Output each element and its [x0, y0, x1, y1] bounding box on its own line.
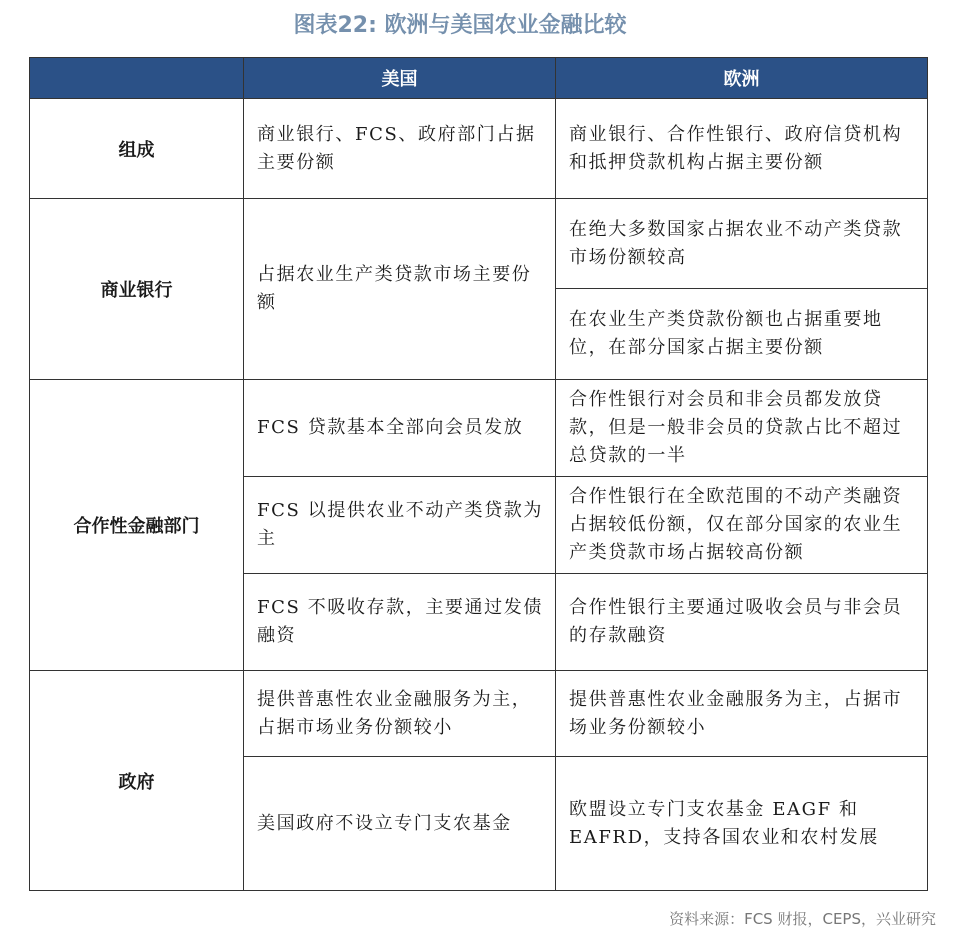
- us-cell: FCS 不吸收存款，主要通过发债融资: [244, 574, 556, 671]
- header-eu: 欧洲: [556, 58, 928, 99]
- table-row: [30, 99, 928, 199]
- header-row: [30, 58, 928, 99]
- eu-cell: 在绝大多数国家占据农业不动产类贷款市场份额较高: [556, 199, 928, 289]
- source-note: 资料来源：FCS 财报，CEPS，兴业研究: [669, 910, 936, 928]
- category-cell: 组成: [30, 99, 244, 199]
- eu-cell: 欧盟设立专门支农基金 EAGF 和 EAFRD，支持各国农业和农村发展: [556, 757, 928, 891]
- us-cell: FCS 贷款基本全部向会员发放: [244, 380, 556, 477]
- us-cell: 提供普惠性农业金融服务为主，占据市场业务份额较小: [244, 671, 556, 757]
- category-cell: 合作性金融部门: [30, 380, 244, 671]
- table-row: [30, 199, 928, 289]
- comparison-table: [29, 57, 928, 891]
- category-cell: 政府: [30, 671, 244, 891]
- eu-cell: 在农业生产类贷款份额也占据重要地位，在部分国家占据主要份额: [556, 289, 928, 380]
- eu-cell: 合作性银行在全欧范围的不动产类融资占据较低份额，仅在部分国家的农业生产类贷款市场占据较高份额: [556, 477, 928, 574]
- eu-cell: 合作性银行对会员和非会员都发放贷款，但是一般非会员的贷款占比不超过总贷款的一半: [556, 380, 928, 477]
- category-cell: 商业银行: [30, 199, 244, 380]
- table-row: [30, 671, 928, 757]
- eu-cell: 合作性银行主要通过吸收会员与非会员的存款融资: [556, 574, 928, 671]
- us-cell: 美国政府不设立专门支农基金: [244, 757, 556, 891]
- eu-cell: 提供普惠性农业金融服务为主，占据市场业务份额较小: [556, 671, 928, 757]
- us-cell: FCS 以提供农业不动产类贷款为主: [244, 477, 556, 574]
- eu-cell: 商业银行、合作性银行、政府信贷机构和抵押贷款机构占据主要份额: [556, 99, 928, 199]
- header-blank: [30, 58, 244, 99]
- table-row: [30, 380, 928, 477]
- us-cell: 商业银行、FCS、政府部门占据主要份额: [244, 99, 556, 199]
- us-cell: 占据农业生产类贷款市场主要份额: [244, 199, 556, 380]
- header-us: 美国: [244, 58, 556, 99]
- page-title: 图表22: 欧洲与美国农业金融比较: [293, 13, 627, 38]
